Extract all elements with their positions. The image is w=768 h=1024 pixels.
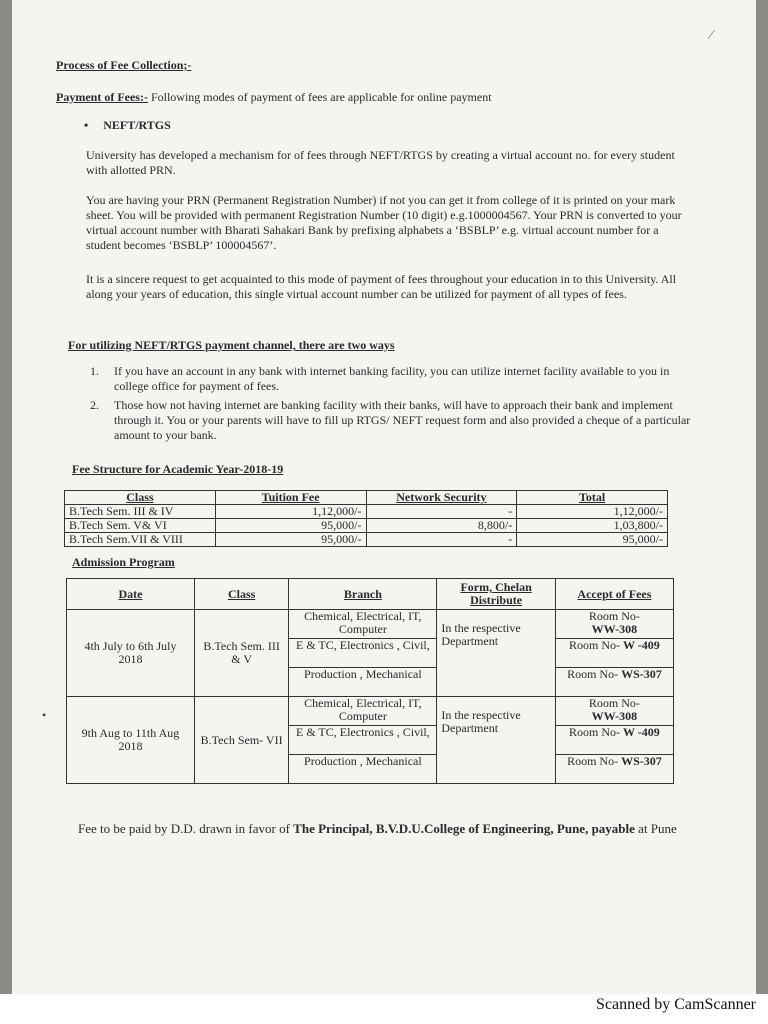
column-header: Form, Chelan Distribute: [437, 579, 555, 610]
list-item: [90, 398, 702, 443]
branch-cell: Chemical, Electrical, IT, Computer: [289, 610, 437, 639]
fees-cell: [555, 726, 673, 755]
scanner-watermark: Scanned by CamScanner: [596, 996, 756, 1013]
payment-note: [78, 820, 718, 837]
payment-heading: Payment of Fees:-: [56, 90, 148, 104]
table-cell: 8,800/-: [366, 519, 517, 533]
column-header: Date: [67, 579, 195, 610]
table-cell: 95,000/-: [215, 533, 366, 547]
ways-heading: For utilizing NEFT/RTGS payment channel, there are two ways: [68, 338, 395, 352]
room-number: WS-307: [621, 754, 662, 768]
admission-table: [66, 578, 674, 784]
bullet-icon: •: [84, 118, 89, 132]
bullet-label: NEFT/RTGS: [103, 118, 171, 132]
branch-cell: E & TC, Electronics , Civil,: [289, 639, 437, 668]
room-prefix: Room No-: [569, 638, 621, 652]
fees-cell: [555, 668, 673, 697]
column-header: Branch: [289, 579, 437, 610]
table-cell: 1,03,800/-: [517, 519, 668, 533]
pen-mark: ⁄: [710, 28, 713, 43]
date-cell: 9th Aug to 11th Aug 2018: [67, 697, 195, 784]
page-title: Process of Fee Collection;-: [56, 58, 192, 72]
room-number: WW-308: [591, 622, 638, 636]
fees-cell: [555, 755, 673, 784]
column-header: Network Security: [366, 491, 517, 505]
room-prefix: Room No-: [567, 754, 619, 768]
payment-intro-text: Following modes of payment of fees are applicable for online payment: [150, 90, 492, 104]
room-number: W -409: [623, 638, 660, 652]
paragraph-prn: You are having your PRN (Permanent Registration Number) if not you can get it from college of it is printed on your mark sheet. You will be provided with permanent Registration Number (10 digit) e.g.1000004567. Your PRN is converted to your virtual account number with Bharati Sahakari Bank by prefixing alphabets a ‘BSBLP’ e.g. virtual account number for a student becomes ‘BSBLP’ 100004567’.: [86, 193, 682, 252]
table-cell: 95,000/-: [215, 519, 366, 533]
column-header: Class: [194, 579, 288, 610]
admission-heading: Admission Program: [72, 555, 175, 569]
table-cell: -: [366, 505, 517, 519]
fee-table: [64, 490, 668, 547]
branch-cell: Production , Mechanical: [289, 755, 437, 784]
table-row: [65, 533, 668, 547]
table-cell: 95,000/-: [517, 533, 668, 547]
fees-cell: [555, 697, 673, 726]
paragraph-virtual-account: University has developed a mechanism for of fees through NEFT/RTGS by creating a virtual account no. for every student with allotted PRN.: [86, 148, 675, 177]
payment-note-suffix: at Pune: [638, 821, 677, 836]
list-item-text: If you have an account in any bank with internet banking facility, you can utilize internet facility available to you in college office for payment of fees.: [114, 364, 670, 393]
column-header: Class: [65, 491, 216, 505]
column-header: Accept of Fees: [555, 579, 673, 610]
payment-note-prefix: Fee to be paid by D.D. drawn in favor of: [78, 821, 290, 836]
column-header: Total: [517, 491, 668, 505]
table-row: [65, 505, 668, 519]
bullet-item: [84, 118, 171, 133]
list-item-text: Those how not having internet are banking facility with their banks, will have to approach their bank and implement through it. You or your parents will have to fill up RTGS/ NEFT request form and also provided a cheque of a particular amount to your bank.: [114, 398, 691, 442]
ways-list: [90, 364, 702, 443]
table-cell: 1,12,000/-: [215, 505, 366, 519]
payment-intro: [56, 90, 616, 105]
payment-note-payee: The Principal, B.V.D.U.College of Engineering, Pune, payable: [293, 821, 635, 836]
room-number: WW-308: [591, 709, 638, 723]
table-header-row: [67, 579, 674, 610]
class-cell: B.Tech Sem. III & V: [194, 610, 288, 697]
paragraph-request: It is a sincere request to get acquainted to this mode of payment of fees throughout your education in to this University. All along your years of education, this single virtual account number can be utilized for payment of all types of fees.: [86, 272, 677, 301]
fees-cell: [555, 610, 673, 639]
room-prefix: Room No-: [588, 696, 640, 710]
table-row: [67, 697, 674, 726]
fees-cell: [555, 639, 673, 668]
fee-heading: Fee Structure for Academic Year-2018-19: [72, 462, 284, 476]
footer-bar: [0, 994, 768, 1024]
table-cell: B.Tech Sem.VII & VIII: [65, 533, 216, 547]
list-item-number: 2.: [90, 398, 99, 412]
room-prefix: Room No-: [569, 725, 621, 739]
table-cell: 1,12,000/-: [517, 505, 668, 519]
table-cell: -: [366, 533, 517, 547]
room-number: WS-307: [621, 667, 662, 681]
class-cell: B.Tech Sem- VII: [194, 697, 288, 784]
table-header-row: [65, 491, 668, 505]
list-item: [90, 364, 702, 394]
date-cell: 4th July to 6th July 2018: [67, 610, 195, 697]
form-cell: In the respective Department: [437, 610, 555, 697]
room-prefix: Room No-: [588, 609, 640, 623]
branch-cell: E & TC, Electronics , Civil,: [289, 726, 437, 755]
branch-cell: Chemical, Electrical, IT, Computer: [289, 697, 437, 726]
table-cell: B.Tech Sem. V& VI: [65, 519, 216, 533]
table-row: [67, 610, 674, 639]
column-header: Tuition Fee: [215, 491, 366, 505]
stray-dot: •: [42, 708, 47, 722]
form-cell: In the respective Department: [437, 697, 555, 784]
table-row: [65, 519, 668, 533]
table-cell: B.Tech Sem. III & IV: [65, 505, 216, 519]
room-prefix: Room No-: [567, 667, 619, 681]
room-number: W -409: [623, 725, 660, 739]
branch-cell: Production , Mechanical: [289, 668, 437, 697]
list-item-number: 1.: [90, 364, 99, 378]
